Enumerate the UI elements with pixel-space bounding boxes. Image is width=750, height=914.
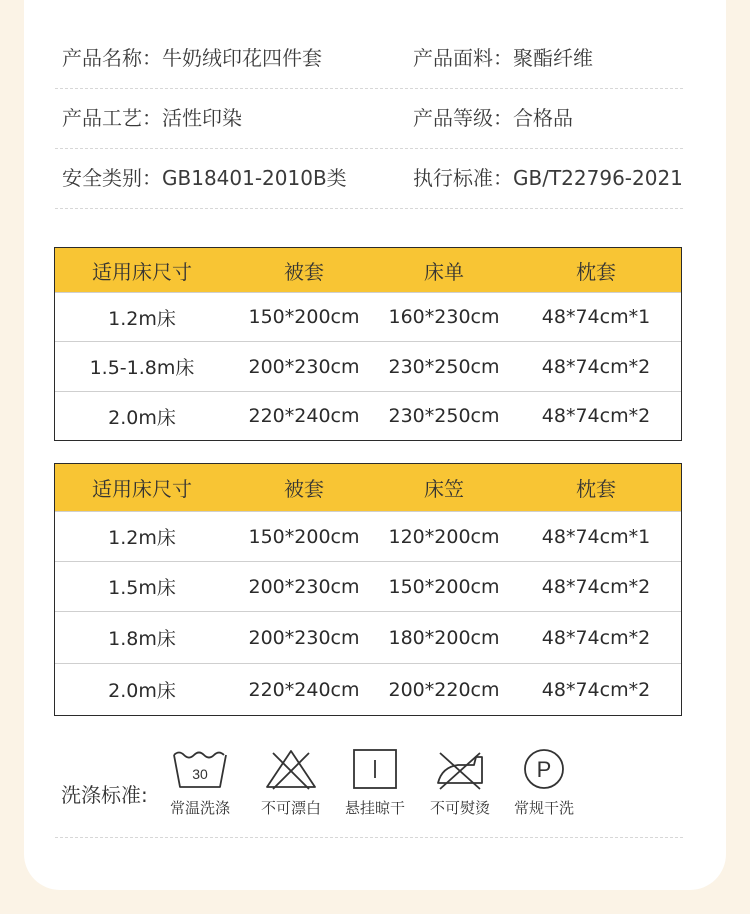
table-row xyxy=(55,391,681,440)
size-table-fitted xyxy=(54,463,682,716)
header-pillowcase: 枕套 xyxy=(576,477,616,501)
wash-caption: 常温洗涤 xyxy=(169,799,230,817)
header-bed-size: 适用床尺寸 xyxy=(92,259,192,284)
cell-bed-sheet: 230*250cm xyxy=(388,355,500,378)
header-bed-size: 适用床尺寸 xyxy=(92,477,192,501)
cell-bed-sheet: 160*230cm xyxy=(388,306,500,328)
table-header xyxy=(55,464,681,511)
product-fabric: 产品面料：聚酯纤维 xyxy=(413,46,593,70)
header-fitted-sheet: 床笠 xyxy=(424,477,464,501)
cell-pillowcase: 48*74cm*2 xyxy=(541,405,651,427)
cell-fitted-sheet: 180*200cm xyxy=(388,626,500,649)
table-row xyxy=(55,561,681,611)
cell-pillowcase: 48*74cm*2 xyxy=(541,678,651,701)
wash-caption: 不可熨烫 xyxy=(429,799,490,817)
table-row xyxy=(55,292,681,341)
cell-pillowcase: 48*74cm*2 xyxy=(541,626,651,649)
cell-bed-size: 1.5-1.8m床 xyxy=(89,357,195,379)
cell-pillowcase: 48*74cm*2 xyxy=(541,575,651,598)
header-duvet-cover: 被套 xyxy=(284,259,324,284)
cell-duvet-cover: 220*240cm xyxy=(248,405,360,427)
cell-pillowcase: 48*74cm*2 xyxy=(541,355,651,378)
wash-item xyxy=(330,747,420,818)
size-table-sheet xyxy=(54,247,682,441)
table-row xyxy=(55,611,681,663)
wash-label: 洗涤标准: xyxy=(61,783,148,807)
no-bleach-icon xyxy=(263,747,319,791)
cell-pillowcase: 48*74cm*1 xyxy=(541,306,651,328)
wash-item xyxy=(499,747,589,818)
cell-bed-size: 1.5m床 xyxy=(108,577,176,599)
wash-instructions xyxy=(55,745,683,838)
cell-duvet-cover: 220*240cm xyxy=(248,678,360,701)
info-row-3 xyxy=(55,148,683,209)
product-craft: 产品工艺：活性印染 xyxy=(62,106,242,130)
execution-standard: 执行标准：GB/T22796-2021 xyxy=(413,166,683,190)
wash-30-icon xyxy=(170,747,230,791)
dry-clean-p-icon xyxy=(519,747,569,791)
cell-bed-size: 1.2m床 xyxy=(108,307,176,330)
header-bed-sheet: 床单 xyxy=(424,259,464,284)
table-row xyxy=(55,341,681,391)
table-row xyxy=(55,663,681,715)
cell-fitted-sheet: 150*200cm xyxy=(388,575,500,598)
info-row-2 xyxy=(55,88,683,149)
header-duvet-cover: 被套 xyxy=(284,477,324,501)
cell-bed-sheet: 230*250cm xyxy=(388,405,500,427)
cell-bed-size: 1.2m床 xyxy=(108,527,176,549)
wash-caption: 悬挂晾干 xyxy=(344,799,405,817)
header-pillowcase: 枕套 xyxy=(576,259,616,284)
wash-item xyxy=(415,747,505,818)
info-row-1 xyxy=(55,28,683,89)
wash-caption: 不可漂白 xyxy=(260,799,321,817)
svg-text:30: 30 xyxy=(192,766,208,782)
product-name: 产品名称：牛奶绒印花四件套 xyxy=(62,46,322,70)
cell-duvet-cover: 150*200cm xyxy=(248,306,360,328)
wash-item xyxy=(155,747,245,818)
safety-category: 安全类别：GB18401-2010B类 xyxy=(62,166,347,190)
product-grade: 产品等级：合格品 xyxy=(413,106,573,130)
cell-bed-size: 2.0m床 xyxy=(108,680,176,702)
no-iron-icon xyxy=(432,747,488,791)
cell-bed-size: 1.8m床 xyxy=(108,628,176,650)
cell-pillowcase: 48*74cm*1 xyxy=(541,525,651,548)
hang-dry-icon xyxy=(350,747,400,791)
cell-duvet-cover: 200*230cm xyxy=(248,355,360,378)
table-row xyxy=(55,511,681,561)
cell-fitted-sheet: 120*200cm xyxy=(388,525,500,548)
wash-caption: 常规干洗 xyxy=(513,799,574,817)
cell-duvet-cover: 150*200cm xyxy=(248,525,360,548)
cell-duvet-cover: 200*230cm xyxy=(248,626,360,649)
svg-text:P: P xyxy=(536,757,552,782)
wash-item xyxy=(246,747,336,818)
cell-duvet-cover: 200*230cm xyxy=(248,575,360,598)
cell-fitted-sheet: 200*220cm xyxy=(388,678,500,701)
table-header xyxy=(55,248,681,292)
cell-bed-size: 2.0m床 xyxy=(108,406,176,429)
